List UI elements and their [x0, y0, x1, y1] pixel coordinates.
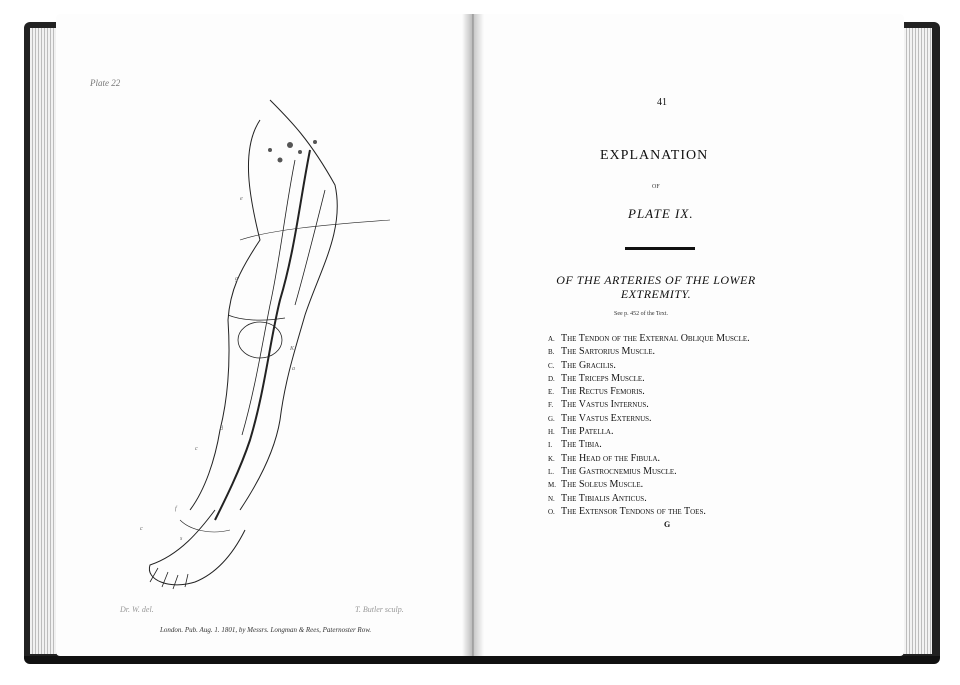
legend-item — [548, 465, 778, 478]
legend-letter: A. — [548, 335, 555, 343]
legend-letter: G. — [548, 414, 555, 423]
legend-item — [548, 345, 778, 358]
legend-text: The Gastrocnemius Muscle. — [561, 465, 677, 477]
plate-mark: Plate 22 — [90, 78, 121, 88]
legend-letter: E. — [548, 388, 555, 397]
signature-mark: G — [664, 520, 671, 529]
plate-title: PLATE IX. — [628, 206, 694, 221]
legend-item — [548, 332, 778, 345]
legend-item — [548, 505, 778, 518]
svg-text:f: f — [175, 506, 177, 512]
legend-letter: F. — [548, 401, 554, 410]
svg-text:s: s — [180, 536, 183, 542]
legend-letter: M. — [548, 481, 556, 490]
leg-arteries-illustration — [120, 90, 430, 610]
legend-letter: B. — [548, 348, 555, 357]
legend-text: The Vastus Internus. — [561, 399, 649, 411]
legend-letter: K. — [548, 454, 555, 463]
legend-text: The Gracilis. — [561, 359, 616, 371]
legend-item — [548, 412, 778, 425]
legend-item — [548, 372, 778, 385]
title-connector: OF — [652, 184, 660, 190]
legend-text: The Triceps Muscle. — [561, 372, 645, 384]
page-edges-right — [900, 28, 932, 654]
subtitle-line-1: OF THE ARTERIES OF THE LOWER — [556, 273, 756, 287]
section-subtitle — [536, 273, 776, 301]
legend-text: The Tibia. — [561, 439, 602, 451]
legend-item — [548, 452, 778, 465]
svg-text:c: c — [195, 446, 198, 452]
legend-letter: L. — [548, 467, 555, 476]
drawer-signature: Dr. W. del. — [120, 605, 154, 614]
legend-item — [548, 438, 778, 451]
legend-text: The Soleus Muscle. — [561, 479, 644, 491]
legend-letter: I. — [548, 441, 553, 450]
legend-text: The Tibialis Anticus. — [561, 492, 647, 504]
engraver-signature: T. Butler sculp. — [355, 605, 404, 614]
subtitle-line-2: EXTREMITY. — [620, 287, 692, 301]
legend-item — [548, 385, 778, 398]
legend-item — [548, 425, 778, 438]
legend-letter: O. — [548, 507, 555, 516]
legend-letter: C. — [548, 361, 555, 370]
legend-text: The Head of the Fibula. — [561, 452, 661, 464]
page-number: 41 — [657, 97, 667, 108]
legend-text: The Vastus Externus. — [561, 412, 652, 424]
legend-text: The Sartorius Muscle. — [561, 346, 656, 358]
legend-item — [548, 359, 778, 372]
legend-letter: H. — [548, 428, 555, 437]
svg-text:e: e — [240, 196, 243, 202]
svg-text:a: a — [292, 366, 295, 372]
legend-text: The Rectus Femoris. — [561, 386, 645, 398]
book-gutter — [462, 14, 484, 656]
text-reference: See p. 452 of the Text. — [614, 311, 668, 317]
publisher-imprint: London. Pub. Aug. 1. 1801, by Messrs. Longman & Rees, Paternoster Row. — [160, 626, 372, 634]
svg-text:K: K — [290, 346, 295, 352]
book-base — [24, 656, 940, 664]
title-rule — [625, 247, 695, 250]
svg-text:g: g — [235, 276, 238, 282]
page-title: EXPLANATION — [600, 148, 709, 163]
legend-text: The Extensor Tendons of the Toes. — [561, 505, 706, 517]
legend-text: The Patella. — [561, 426, 614, 438]
legend-item — [548, 478, 778, 491]
legend-item — [548, 398, 778, 411]
legend-letter: N. — [548, 494, 555, 503]
plate-legend — [548, 332, 778, 518]
svg-text:d: d — [220, 426, 223, 432]
legend-text: The Tendon of the External Oblique Muscle. — [561, 333, 750, 344]
legend-letter: D. — [548, 374, 555, 383]
svg-text:c: c — [140, 526, 143, 532]
legend-item — [548, 492, 778, 505]
